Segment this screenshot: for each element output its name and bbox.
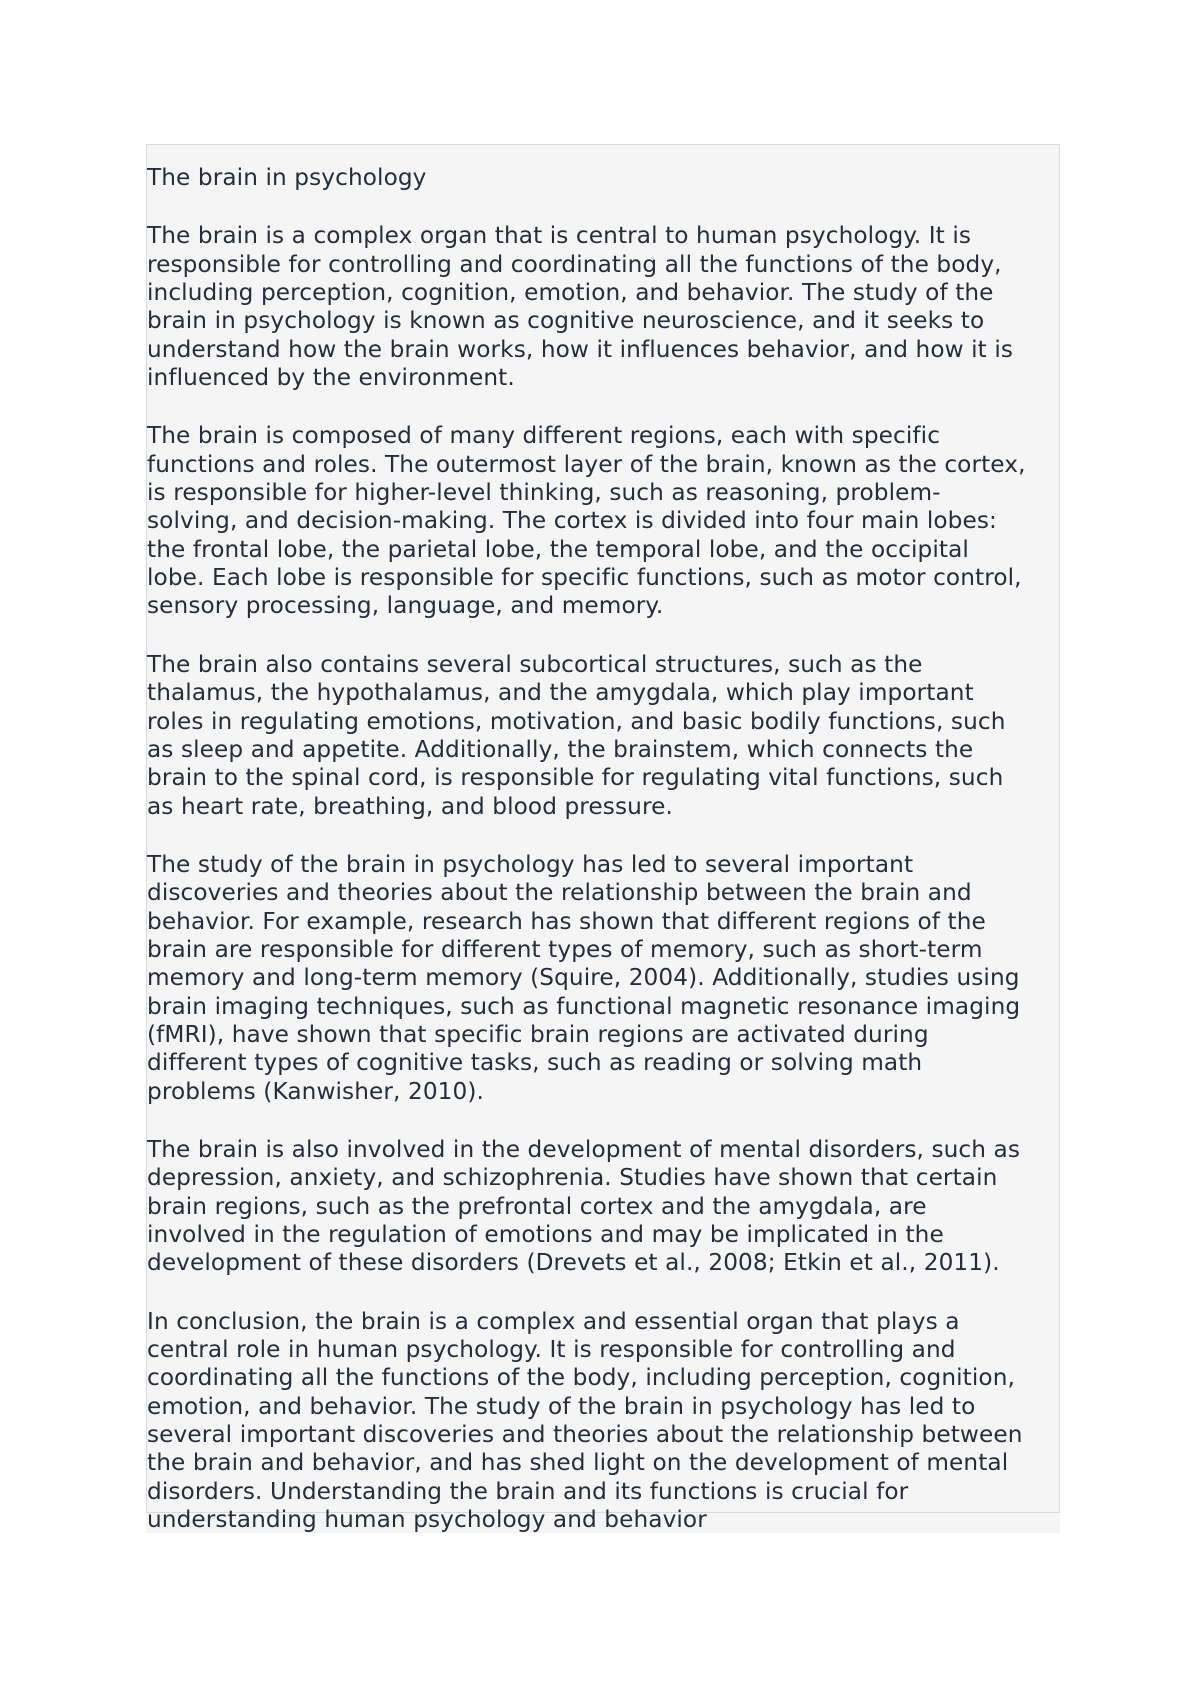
document-title: The brain in psychology (147, 164, 427, 191)
document-body (147, 164, 1067, 1534)
paragraph-discoveries: The study of the brain in psychology has led to several important discoveries and theories about the relationship between the brain and behavior. For example, research has shown that different regions of the brain are responsible for different types of memory, such as short-term memory and long-term memory (Squire, 2004). Additionally, studies using brain imaging techniques, such as functional magnetic resonance imaging (fMRI), have shown that specific brain regions are activated during different types of cognitive tasks, such as reading or solving math problems (Kanwisher, 2010). (147, 850, 1021, 1105)
paragraph-intro: The brain is a complex organ that is central to human psychology. It is responsible for controlling and coordinating all the functions of the body, including perception, cognition, emotion, and behavior. The study of the brain in psychology is known as cognitive neuroscience, and it seeks to understand how the brain works, how it influences behavior, and how it is influenced by the environment. (147, 222, 1014, 392)
paragraph-regions: The brain is composed of many different regions, each with specific functions and roles. The outermost layer of the brain, known as the cortex, is responsible for higher-level thinking, such as reasoning, problem- solving, and decision-making. The cortex is divided into four main lobes: the frontal lobe, the parietal lobe, the temporal lobe, and the occipital lobe. Each lobe is responsible for specific functions, such as motor control, sensory processing, language, and memory. (147, 422, 1026, 620)
paragraph-subcortical: The brain also contains several subcortical structures, such as the thalamus, the hypothalamus, and the amygdala, which play important roles in regulating emotions, motivation, and basic bodily functions, such as sleep and appetite. Additionally, the brainstem, which connects the brain to the spinal cord, is responsible for regulating vital functions, such as heart rate, breathing, and blood pressure. (147, 650, 1006, 820)
paragraph-disorders: The brain is also involved in the development of mental disorders, such as depression, anxiety, and schizophrenia. Studies have shown that certain brain regions, such as the prefrontal cortex and the amygdala, are involved in the regulation of emotions and may be implicated in the development of these disorders (Drevets et al., 2008; Etkin et al., 2011). (147, 1135, 1021, 1277)
paragraph-conclusion: In conclusion, the brain is a complex and essential organ that plays a central role in human psychology. It is responsible for controlling and coordinating all the functions of the body, including perception, cognition, emotion, and behavior. The study of the brain in psychology has led to several important discoveries and theories about the relationship between the brain and behavior, and has shed light on the development of mental disorders. Understanding the brain and its functions is crucial for understanding human psychology and behavior (147, 1307, 1023, 1534)
